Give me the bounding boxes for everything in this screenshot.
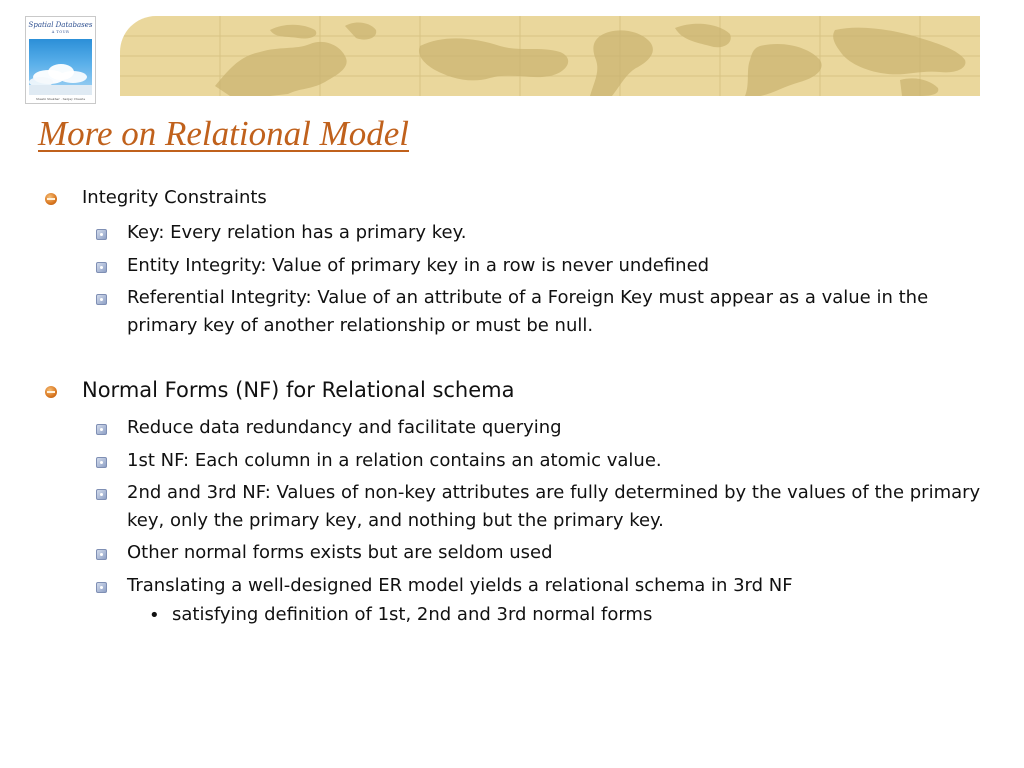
slide-title: More on Relational Model [38,114,409,153]
blue-square-bullet-icon [96,229,107,240]
blue-square-bullet-icon [96,262,107,273]
list-item: 2nd and 3rd NF: Values of non-key attributes are fully determined by the values of the primary key, only the primary key, and nothing but the primary key. [127,482,981,531]
sub-list-item: satisfying definition of 1st, 2nd and 3rd normal forms [172,604,653,625]
list-item: Key: Every relation has a primary key. [127,222,467,243]
list-item: Reduce data redundancy and facilitate querying [127,417,562,438]
orange-bullet-icon [45,193,57,205]
list-item: Referential Integrity: Value of an attribute of a Foreign Key must appear as a value in the primary key of another relationship or must be null. [127,287,929,336]
list-item: Translating a well-designed ER model yields a relational schema in 3rd NF [127,575,793,596]
list-item: Other normal forms exists but are seldom used [127,542,553,563]
world-map-banner [120,16,980,96]
book-cover-sky-illustration [29,39,92,95]
dot-bullet-icon: • [149,605,160,626]
list-item: 1st NF: Each column in a relation contains an atomic value. [127,450,662,471]
blue-square-bullet-icon [96,424,107,435]
blue-square-bullet-icon [96,582,107,593]
book-cover-image [25,16,96,104]
section-heading-normal-forms: Normal Forms (NF) for Relational schema [82,378,515,402]
list-item: Entity Integrity: Value of primary key in a row is never undefined [127,255,710,276]
section-heading-integrity: Integrity Constraints [82,187,267,208]
orange-bullet-icon [45,386,57,398]
blue-square-bullet-icon [96,457,107,468]
book-cover-subtitle: A TOUR [51,30,70,34]
book-cover-authors: Shashi Shekhar · Sanjay Chawla [35,97,86,101]
blue-square-bullet-icon [96,489,107,500]
blue-square-bullet-icon [96,549,107,560]
book-cover-title: Spatial Databases [28,21,93,29]
blue-square-bullet-icon [96,294,107,305]
